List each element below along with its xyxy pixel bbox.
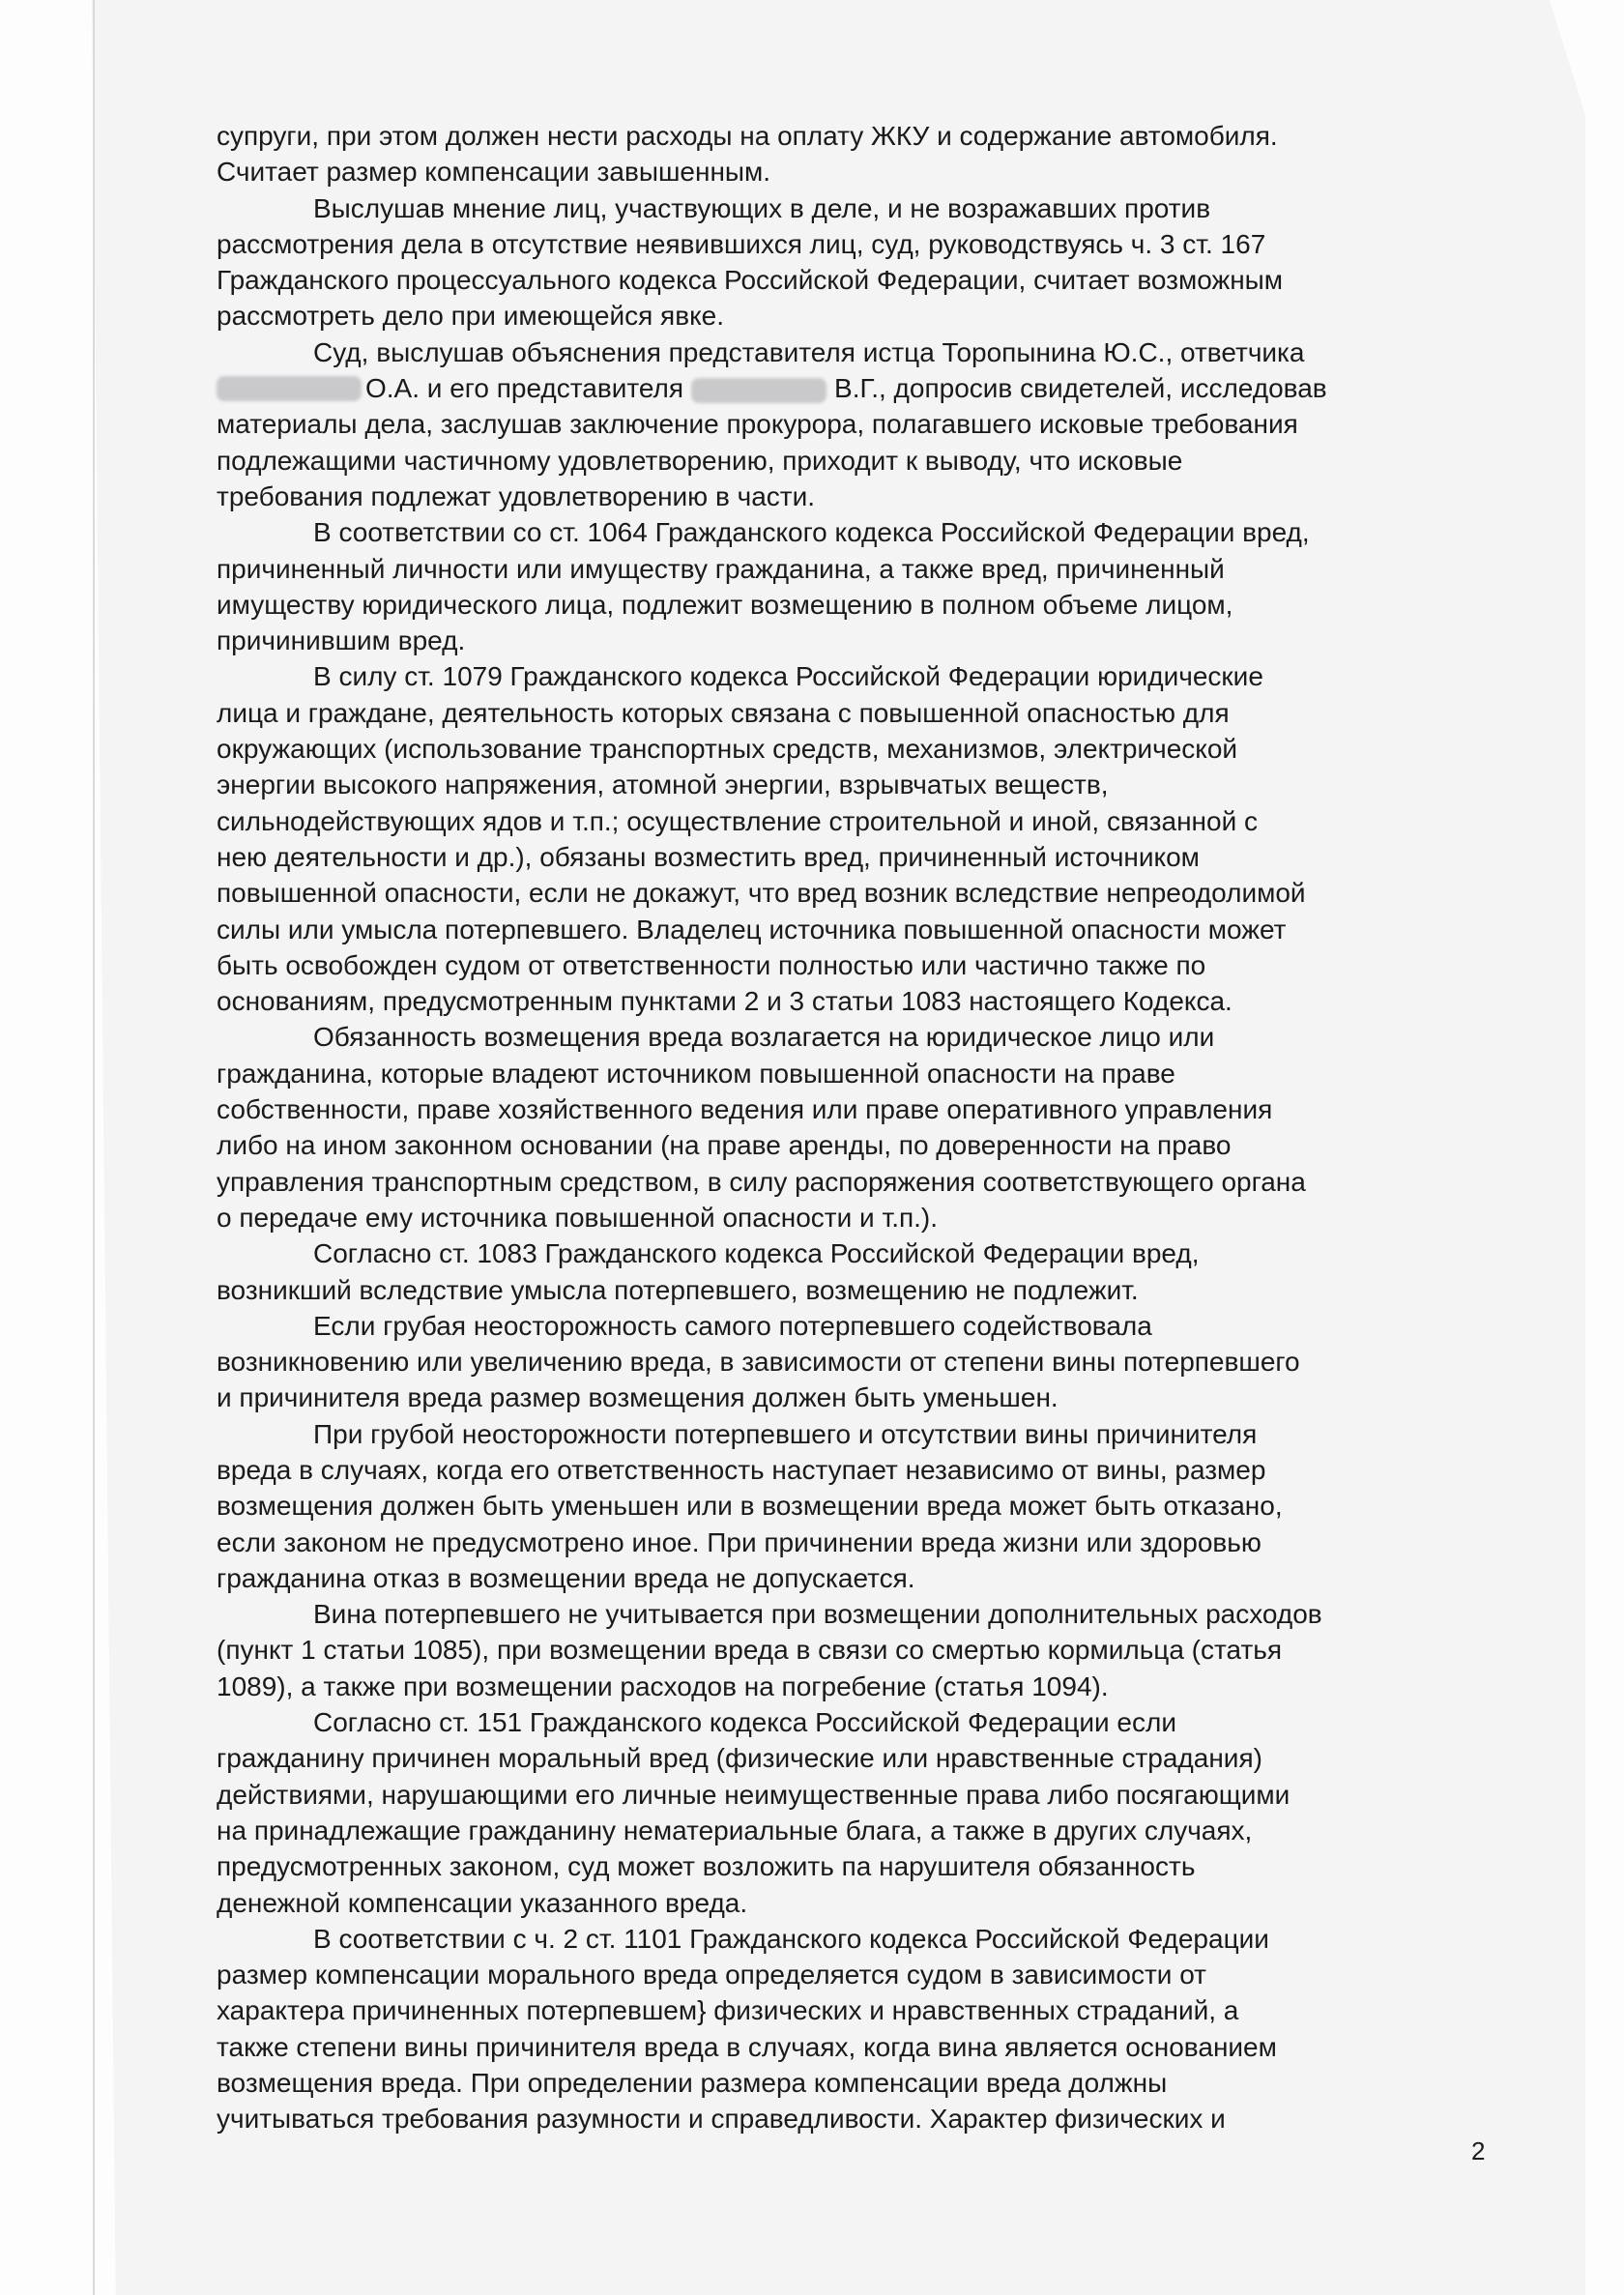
paragraph-1: супруги, при этом должен нести расходы на оплату ЖКУ и содержание автомобиля. Считает размер компенсации завышенным. — [217, 121, 1278, 188]
court-text-after-redaction-2: В.Г., допросив свидетелей, исследовав материалы дела, заслушав заключение прокурора, полагавшего исковые требования подлежащими частичному удовлетворению, приходит к выводу, что исковые требования подлежат удовлетворению в части. — [217, 373, 1327, 511]
paragraph-3: В соответствии со ст. 1064 Гражданского кодекса Российской Федерации вред, причиненный личности или имуществу гражданина, а также вред, причиненный имуществу юридического лица, подлежит возмещению в полном объеме лицом, причинившим вред. — [217, 517, 1310, 656]
paragraph-8: При грубой неосторожности потерпевшего и отсутствии вины причинителя вреда в случаях, когда его ответственность наступает независимо от вины, размер возмещения должен быть уменьшен или в возмещении вреда может быть отказано, если законом не предусмотрено иное. При причинении вреда жизни или здоровью гражданина отказ в возмещении вреда не допускается. — [217, 1418, 1283, 1593]
court-text-after-redaction-1: О.А. и его представителя — [365, 373, 684, 404]
paragraph-2: Выслушав мнение лиц, участвующих в деле, и не возражавших против рассмотрения дела в отсутствие неявившихся лиц, суд, руководствуясь ч. 3 ст. 167 Гражданского процессуального кодекса Российской Федерации, считает возможным рассмотреть дело при имеющейся явке. — [217, 192, 1284, 332]
paragraph-4: В силу ст. 1079 Гражданского кодекса Российской Федерации юридические лица и граждане, деятельность которых связана с повышенной опасностью для окружающих (использование транспортных средств, механизмов, электрической энергии высокого напряжения, атомной энергии, взрывчатых веществ, сильнодействующих ядов и т.п.; осуществление строительной и иной, связанной с нею деятельности и др.), обязаны возместить вред, причиненный источником повышенной опасности, если не докажут, что вред возник вследствие непреодолимой силы или умысла потерпевшего. Владелец источника повышенной опасности может быть освобожден судом от ответственности полностью или частично также по основаниям, предусмотренным пунктами 2 и 3 статьи 1083 настоящего Кодекса. — [217, 661, 1306, 1017]
document-body — [217, 118, 1491, 2137]
paragraph-11: В соответствии с ч. 2 ст. 1101 Гражданского кодекса Российской Федерации размер компенсации морального вреда определяется судом в зависимости от характера причиненных потерпевшем} физических и нравственных страданий, а также степени вины причинителя вреда в случаях, когда вина является основанием возмещения вреда. При определении размера компенсации вреда должны учитываться требования разумности и справедливости. Характер физических и — [217, 1923, 1277, 2135]
paragraph-6: Согласно ст. 1083 Гражданского кодекса Российской Федерации вред, возникший вследствие умысла потерпевшего, возмещению не подлежит. — [217, 1238, 1200, 1305]
redacted-name-respondent — [217, 376, 362, 401]
page-number: 2 — [1471, 2136, 1486, 2165]
paragraph-10: Согласно ст. 151 Гражданского кодекса Российской Федерации если гражданину причинен моральный вред (физические или нравственные страдания) действиями, нарушающими его личные неимущественные права либо посягающими на принадлежащие гражданину нематериальные блага, а также в других случаях, предусмотренных законом, суд может возложить па нарушителя обязанность денежной компенсации указанного вреда. — [217, 1707, 1290, 1918]
redacted-name-representative — [691, 378, 826, 403]
paragraph-9: Вина потерпевшего не учитывается при возмещении дополнительных расходов (пункт 1 статьи 1085), при возмещении вреда в связи со смертью кормильца (статья 1089), а также при возмещении расходов на погребение (статья 1094). — [217, 1599, 1322, 1701]
paragraph-court-explanations — [217, 334, 1491, 514]
paragraph-5: Обязанность возмещения вреда возлагается на юридическое лицо или гражданина, которые владеют источником повышенной опасности на праве собственности, праве хозяйственного ведения или праве оперативного управления либо на ином законном основании (на праве аренды, по доверенности на право управления транспортным средством, в силу распоряжения соответствующего органа о передаче ему источника повышенной опасности и т.п.). — [217, 1022, 1306, 1233]
court-line-1: Суд, выслушав объяснения представителя истца Торопынина Ю.С., ответчика — [313, 336, 1305, 367]
sheet-edge — [93, 0, 95, 2295]
paragraph-7: Если грубая неосторожность самого потерпевшего содействовала возникновению или увеличению вреда, в зависимости от степени вины потерпевшего и причинителя вреда размер возмещения должен быть уменьшен. — [217, 1310, 1300, 1413]
